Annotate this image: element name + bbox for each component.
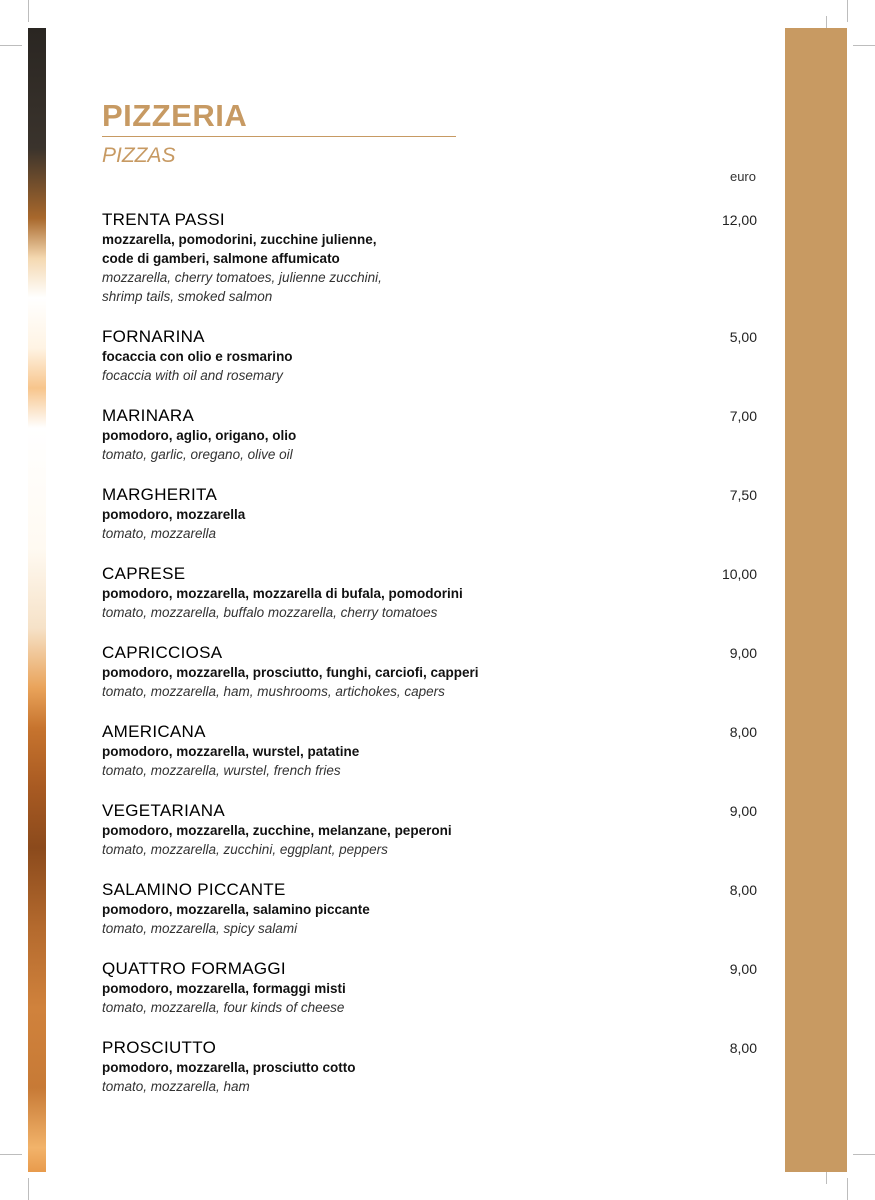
item-name: MARGHERITA [102, 485, 218, 504]
item-ingredients-en: tomato, mozzarella, zucchini, eggplant, peppers [102, 842, 388, 857]
crop-mark-tr-h [853, 45, 875, 46]
item-ingredients-it: mozzarella, pomodorini, zucchine julienne, code di gamberi, salmone affumicato [102, 232, 377, 266]
item-ingredients-en: focaccia with oil and rosemary [102, 368, 283, 383]
item-ingredients-en: mozzarella, cherry tomatoes, julienne zucchini, shrimp tails, smoked salmon [102, 270, 382, 304]
item-price: 10,00 [721, 566, 757, 582]
item-price: 7,00 [729, 408, 757, 424]
menu-item [102, 563, 757, 642]
item-price: 5,00 [729, 329, 757, 345]
item-name: AMERICANA [102, 722, 206, 741]
item-price: 8,00 [729, 724, 757, 740]
decorative-side-band [785, 28, 847, 1172]
menu-item [102, 800, 757, 879]
item-ingredients-it: focaccia con olio e rosmarino [102, 349, 293, 364]
item-ingredients-it: pomodoro, mozzarella [102, 507, 246, 522]
item-ingredients-en: tomato, mozzarella, spicy salami [102, 921, 298, 936]
item-name: PROSCIUTTO [102, 1038, 217, 1057]
item-name: FORNARINA [102, 327, 205, 346]
item-ingredients-en: tomato, mozzarella, ham, mushrooms, artichokes, capers [102, 684, 445, 699]
menu-item [102, 879, 757, 958]
crop-mark-tr-v [847, 0, 848, 22]
item-name: TRENTA PASSI [102, 210, 225, 229]
item-ingredients-it: pomodoro, mozzarella, mozzarella di bufala, pomodorini [102, 586, 463, 601]
crop-mark-tl-h [0, 45, 22, 46]
title-divider [102, 136, 456, 137]
item-price: 8,00 [729, 1040, 757, 1056]
item-price: 9,00 [729, 803, 757, 819]
item-ingredients-en: tomato, mozzarella, buffalo mozzarella, cherry tomatoes [102, 605, 438, 620]
item-name: SALAMINO PICCANTE [102, 880, 286, 899]
pizza-photo-strip [28, 28, 46, 1172]
menu-item [102, 405, 757, 484]
item-name: CAPRICCIOSA [102, 643, 223, 662]
menu-item [102, 958, 757, 1037]
crop-mark-br-v [847, 1178, 848, 1200]
menu-item [102, 326, 757, 405]
item-ingredients-en: tomato, mozzarella, four kinds of cheese [102, 1000, 345, 1015]
item-price: 9,00 [729, 961, 757, 977]
item-name: MARINARA [102, 406, 195, 425]
item-ingredients-en: tomato, mozzarella [102, 526, 217, 541]
menu-item [102, 1037, 757, 1116]
menu-item [102, 484, 757, 563]
item-name: QUATTRO FORMAGGI [102, 959, 286, 978]
item-price: 8,00 [729, 882, 757, 898]
item-ingredients-it: pomodoro, mozzarella, wurstel, patatine [102, 744, 360, 759]
item-ingredients-en: tomato, mozzarella, wurstel, french fries [102, 763, 341, 778]
item-ingredients-en: tomato, garlic, oregano, olive oil [102, 447, 293, 462]
item-price: 12,00 [721, 212, 757, 228]
item-ingredients-it: pomodoro, aglio, origano, olio [102, 428, 297, 443]
menu-item [102, 721, 757, 800]
item-ingredients-it: pomodoro, mozzarella, prosciutto, funghi, carciofi, capperi [102, 665, 479, 680]
item-name: CAPRESE [102, 564, 186, 583]
item-name: VEGETARIANA [102, 801, 225, 820]
crop-mark-bl-v [28, 1178, 29, 1200]
page-title: PIZZERIA [102, 98, 248, 133]
crop-mark-br-h [853, 1154, 875, 1155]
menu-list [102, 209, 757, 1116]
item-ingredients-it: pomodoro, mozzarella, formaggi misti [102, 981, 346, 996]
crop-mark-br-v2 [826, 1172, 827, 1184]
currency-label: euro [729, 169, 756, 184]
item-price: 9,00 [729, 645, 757, 661]
item-price: 7,50 [729, 487, 757, 503]
crop-mark-bl-h [0, 1154, 22, 1155]
item-ingredients-it: pomodoro, mozzarella, salamino piccante [102, 902, 370, 917]
menu-item [102, 209, 757, 326]
crop-mark-tl-v [28, 0, 29, 22]
crop-mark-tr-v2 [826, 16, 827, 28]
page-subtitle: PIZZAS [102, 144, 176, 167]
item-ingredients-it: pomodoro, mozzarella, zucchine, melanzane, peperoni [102, 823, 452, 838]
menu-item [102, 642, 757, 721]
item-ingredients-en: tomato, mozzarella, ham [102, 1079, 250, 1094]
item-ingredients-it: pomodoro, mozzarella, prosciutto cotto [102, 1060, 356, 1075]
